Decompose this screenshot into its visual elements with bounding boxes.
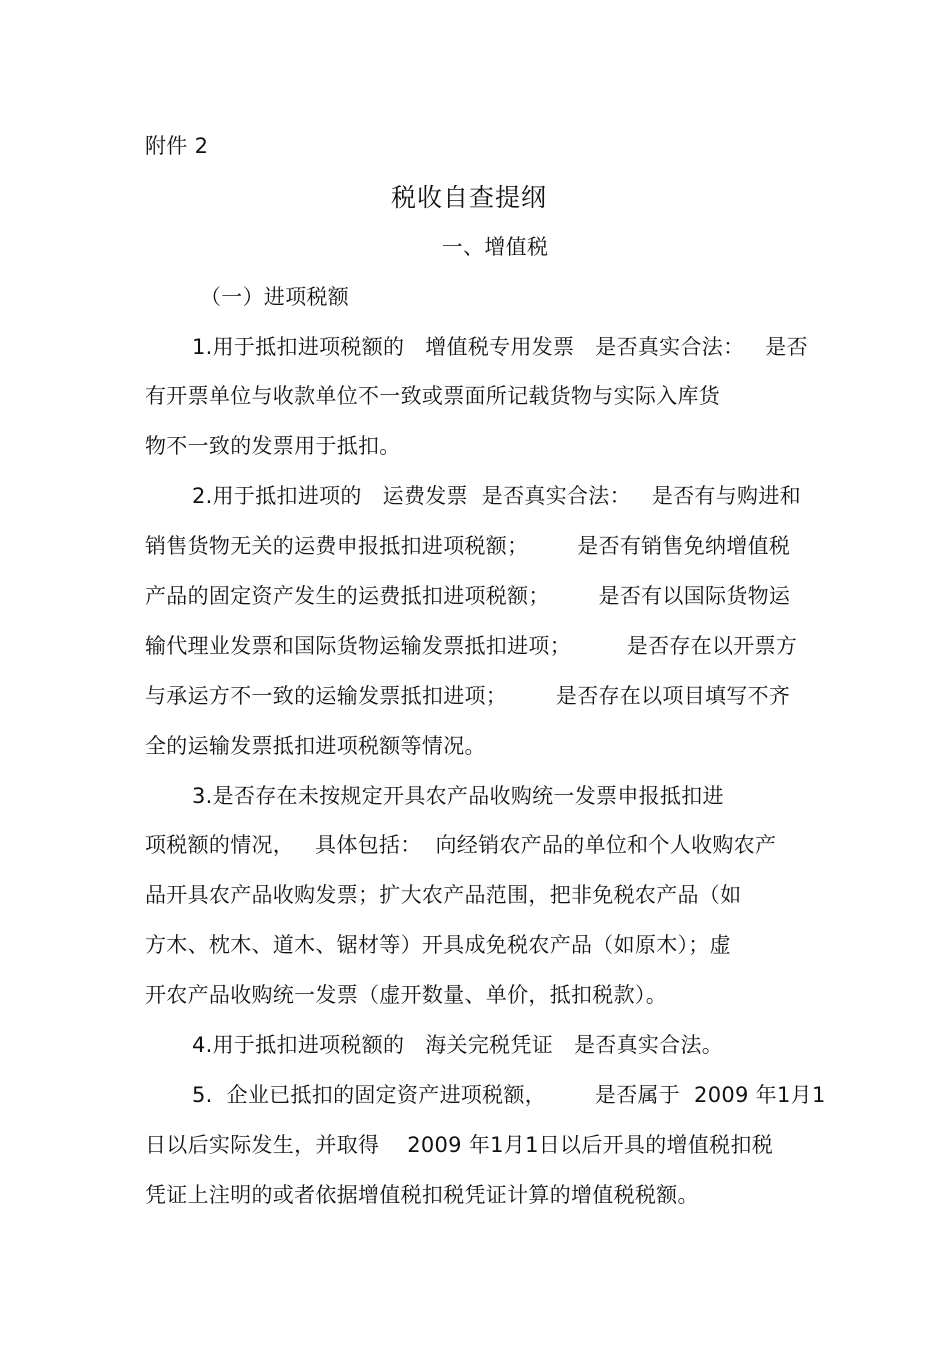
paragraph-5-line-3: 凭证上注明的或者依据增值税扣税凭证计算的增值税税额。 — [145, 1183, 699, 1207]
paragraph-1-line-2: 有开票单位与收款单位不一致或票面所记载货物与实际入库货 — [145, 384, 721, 408]
paragraph-1-line-1: 1.用于抵扣进项税额的 增值税专用发票 是否真实合法： 是否 — [192, 335, 808, 359]
paragraph-3-line-5: 开农产品收购统一发票（虚开数量、单价，抵扣税款）。 — [145, 983, 667, 1007]
paragraph-4-line-1: 4.用于抵扣进项税额的 海关完税凭证 是否真实合法。 — [192, 1033, 724, 1057]
paragraph-2-line-1: 2.用于抵扣进项的 运费发票 是否真实合法： 是否有与购进和 — [192, 484, 801, 508]
page-title: 税收自查提纲 — [390, 183, 547, 212]
paragraph-3-line-3: 品开具农产品收购发票；扩大农产品范围，把非免税农产品（如 — [145, 883, 742, 907]
paragraph-5-line-2: 日以后实际发生，并取得 2009 年1月1日以后开具的增值税扣税 — [145, 1133, 774, 1157]
attachment-label: 附件 2 — [145, 134, 209, 158]
paragraph-5-line-1: 5. 企业已抵扣的固定资产进项税额， 是否属于 2009 年1月1 — [192, 1083, 826, 1107]
paragraph-2-line-6: 全的运输发票抵扣进项税额等情况。 — [145, 734, 486, 758]
paragraph-2-line-4: 输代理业发票和国际货物运输发票抵扣进项； 是否存在以开票方 — [145, 634, 798, 658]
paragraph-2-line-3: 产品的固定资产发生的运费抵扣进项税额； 是否有以国际货物运 — [145, 584, 791, 608]
subsection-heading: （一）进项税额 — [200, 285, 350, 309]
paragraph-2-line-5: 与承运方不一致的运输发票抵扣进项； 是否存在以项目填写不齐 — [145, 684, 791, 708]
paragraph-3-line-1: 3.是否存在未按规定开具农产品收购统一发票申报抵扣进 — [192, 784, 724, 808]
paragraph-1-line-3: 物不一致的发票用于抵扣。 — [145, 434, 401, 458]
paragraph-3-line-4: 方木、枕木、道木、锯材等）开具成免税农产品（如原木）；虚 — [145, 933, 731, 957]
paragraph-3-line-2: 项税额的情况， 具体包括： 向经销农产品的单位和个人收购农产 — [145, 833, 777, 857]
paragraph-2-line-2: 销售货物无关的运费申报抵扣进项税额； 是否有销售免纳增值税 — [145, 534, 791, 558]
section-heading: 一、增值税 — [441, 235, 549, 259]
